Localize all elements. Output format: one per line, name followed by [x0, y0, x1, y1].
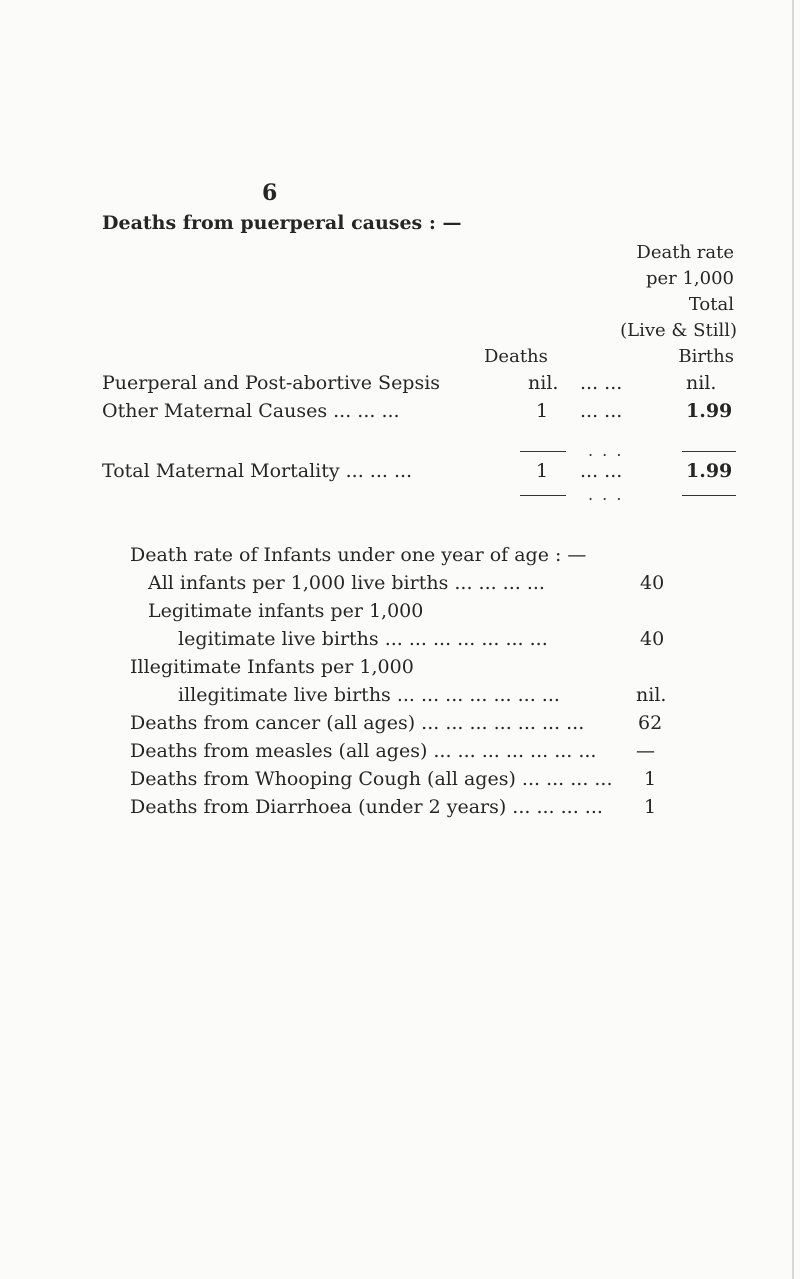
infant-line-value: 1: [644, 796, 657, 818]
rate-header-line-1: Death rate: [636, 242, 734, 263]
infant-line-label: Deaths from measles (all ages) ... ... ... ... ... ... ...: [130, 740, 597, 762]
infant-line-label: illegitimate live births ... ... ... ... ... ... ...: [178, 684, 560, 706]
maternal-row-dots: ... ...: [580, 400, 623, 422]
infant-line-value: 62: [638, 712, 663, 734]
page-number: 6: [262, 180, 278, 206]
infant-line-label: Illegitimate Infants per 1,000: [130, 656, 414, 678]
rate-header-line-5: Births: [678, 346, 734, 367]
total-row-label: Total Maternal Mortality ... ... ...: [102, 460, 413, 482]
deaths-header: Deaths: [484, 346, 548, 367]
rate-header-line-2: per 1,000: [645, 268, 734, 289]
rate-rule-bottom: [682, 495, 736, 496]
deaths-rule-top: [520, 451, 566, 452]
maternal-row-deaths: nil.: [528, 372, 559, 394]
page-edge-shadow: [792, 0, 794, 1279]
infant-line-label: Deaths from Diarrhoea (under 2 years) ... ... ... ...: [130, 796, 603, 818]
infant-line-value: 40: [640, 572, 665, 594]
rate-header-line-3: Total: [688, 294, 734, 315]
maternal-row-deaths: 1: [536, 400, 549, 422]
total-row-dots: ... ...: [580, 460, 623, 482]
infant-line-value: nil.: [636, 684, 667, 706]
infant-line-value: —: [636, 740, 655, 762]
infant-line-label: Legitimate infants per 1,000: [148, 600, 424, 622]
total-row-rate: 1.99: [686, 460, 733, 482]
maternal-heading: Deaths from puerperal causes : —: [102, 212, 462, 234]
infant-line-label: Deaths from Whooping Cough (all ages) ... ... ... ...: [130, 768, 613, 790]
maternal-row-dots: ... ...: [580, 372, 623, 394]
infant-line-label: legitimate live births ... ... ... ... ... ... ...: [178, 628, 548, 650]
rate-rule-top: [682, 451, 736, 452]
infant-line-label: All infants per 1,000 live births ... ... ... ...: [148, 572, 545, 594]
maternal-row-label: Puerperal and Post-abortive Sepsis: [102, 372, 441, 394]
infant-intro: Death rate of Infants under one year of age : —: [130, 544, 587, 566]
infant-line-value: 40: [640, 628, 665, 650]
maternal-row-rate: 1.99: [686, 400, 733, 422]
deaths-rule-bottom: [520, 495, 566, 496]
maternal-row-label: Other Maternal Causes ... ... ...: [102, 400, 400, 422]
maternal-row-rate: nil.: [686, 372, 717, 394]
total-row-deaths: 1: [536, 460, 549, 482]
infant-line-value: 1: [644, 768, 657, 790]
rule-dots-top: . . .: [588, 441, 624, 460]
rule-dots-bottom: . . .: [588, 485, 624, 504]
infant-line-label: Deaths from cancer (all ages) ... ... ... ... ... ... ...: [130, 712, 585, 734]
rate-header-line-4: (Live & Still): [620, 320, 737, 341]
